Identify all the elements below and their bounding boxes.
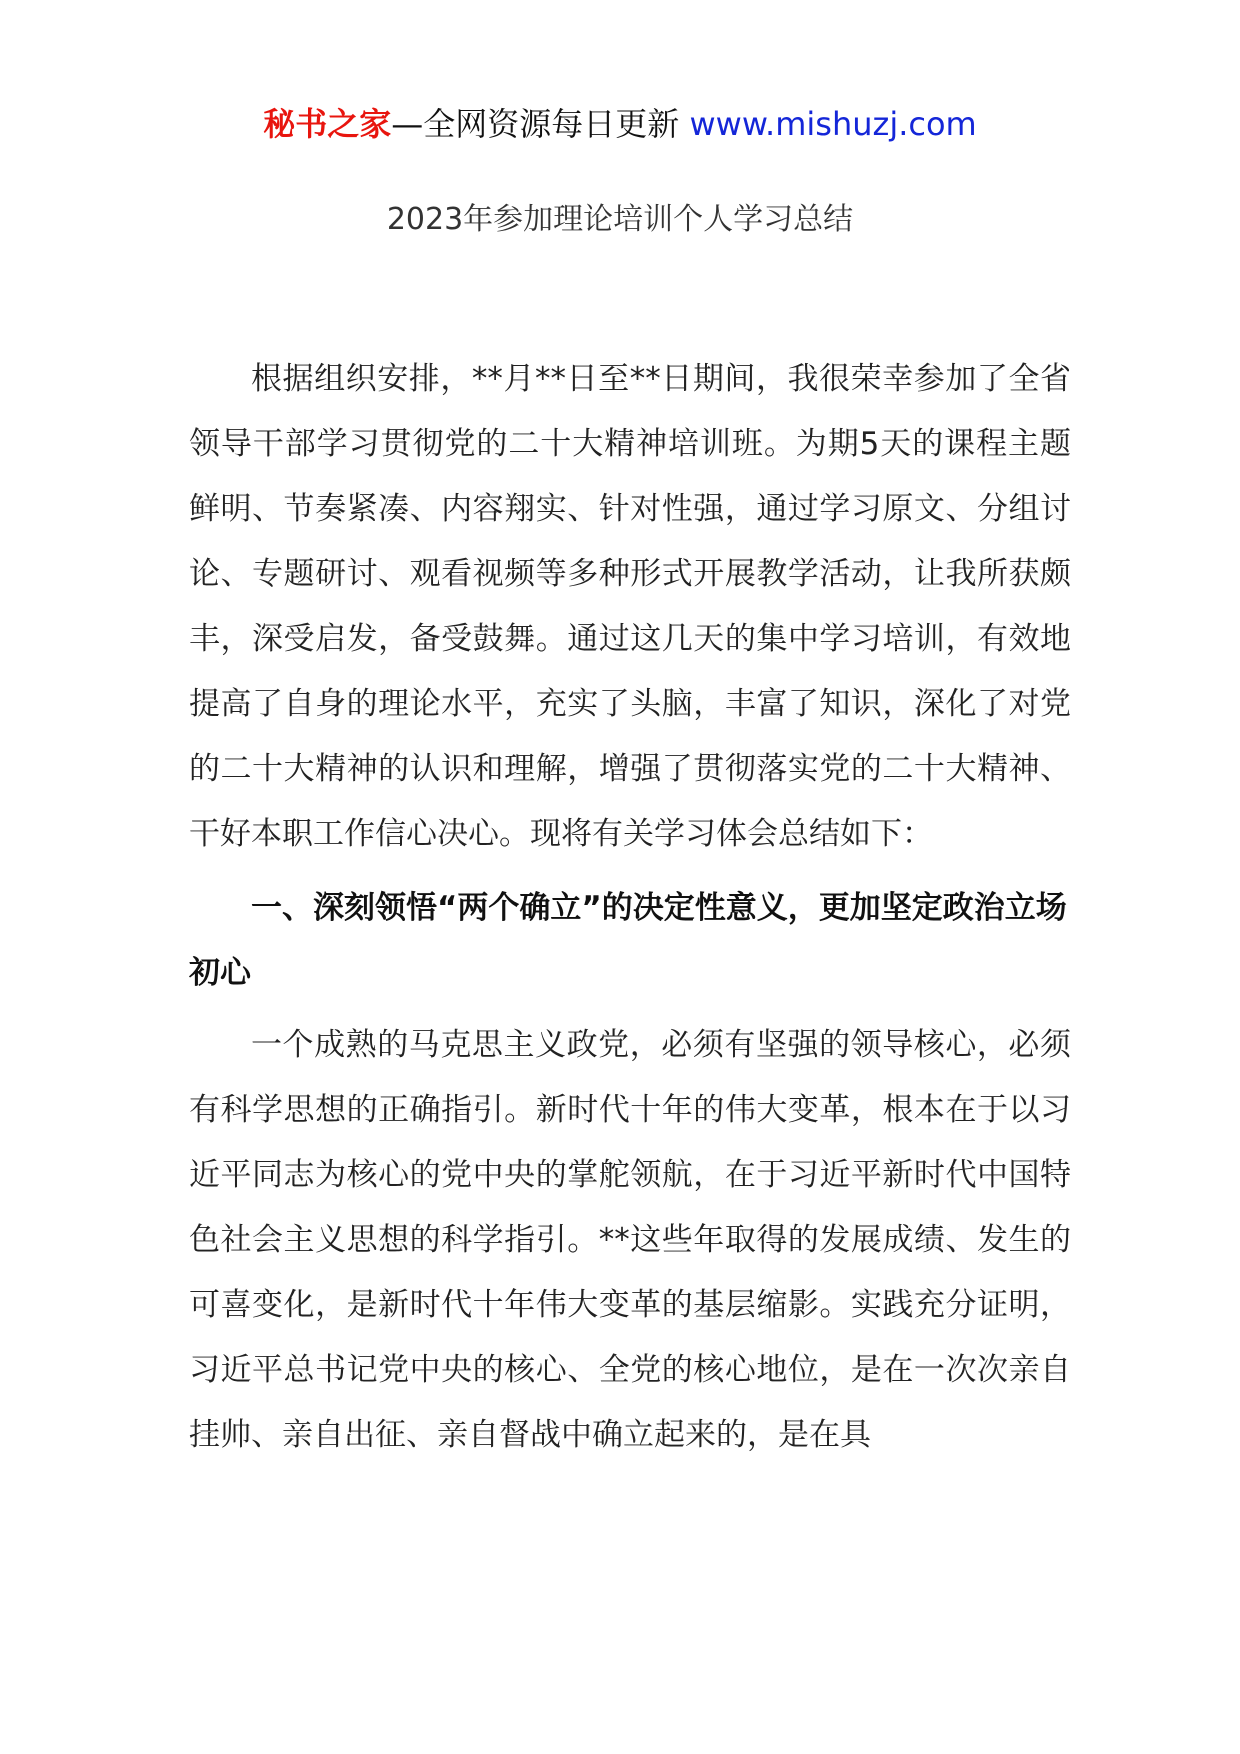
site-header (0, 100, 1240, 148)
header-slogan: —全网资源每日更新 (391, 105, 680, 143)
section-heading-1: 一、深刻领悟“两个确立”的决定性意义，更加坚定政治立场初心 (189, 890, 1067, 991)
website-link[interactable]: www.mishuzj.com (689, 105, 977, 143)
document-body (189, 347, 1071, 1468)
brand-name: 秘书之家 (263, 105, 392, 143)
paragraph-section-1: 一个成熟的马克思主义政党，必须有坚强的领导核心，必须有科学思想的正确指引。新时代十年的伟大变革，根本在于以习近平同志为核心的党中央的掌舵领航，在于习近平新时代中国特色社会主义思想的科学指引。**这些年取得的发展成绩、发生的可喜变化，是新时代十年伟大变革的基层缩影。实践充分证明，习近平总书记党中央的核心、全党的核心地位，是在一次次亲自挂帅、亲自出征、亲自督战中确立起来的，是在具 (189, 1027, 1071, 1453)
paragraph-intro: 根据组织安排，**月**日至**日期间，我很荣幸参加了全省领导干部学习贯彻党的二十大精神培训班。为期5天的课程主题鲜明、节奏紧凑、内容翔实、针对性强，通过学习原文、分组讨论、专题研讨、观看视频等多种形式开展教学活动，让我所获颇丰，深受启发，备受鼓舞。通过这几天的集中学习培训，有效地提高了自身的理论水平，充实了头脑，丰富了知识，深化了对党的二十大精神的认识和理解，增强了贯彻落实党的二十大精神、干好本职工作信心决心。现将有关学习体会总结如下： (189, 361, 1071, 852)
document-title: 2023年参加理论培训个人学习总结 (386, 202, 854, 237)
